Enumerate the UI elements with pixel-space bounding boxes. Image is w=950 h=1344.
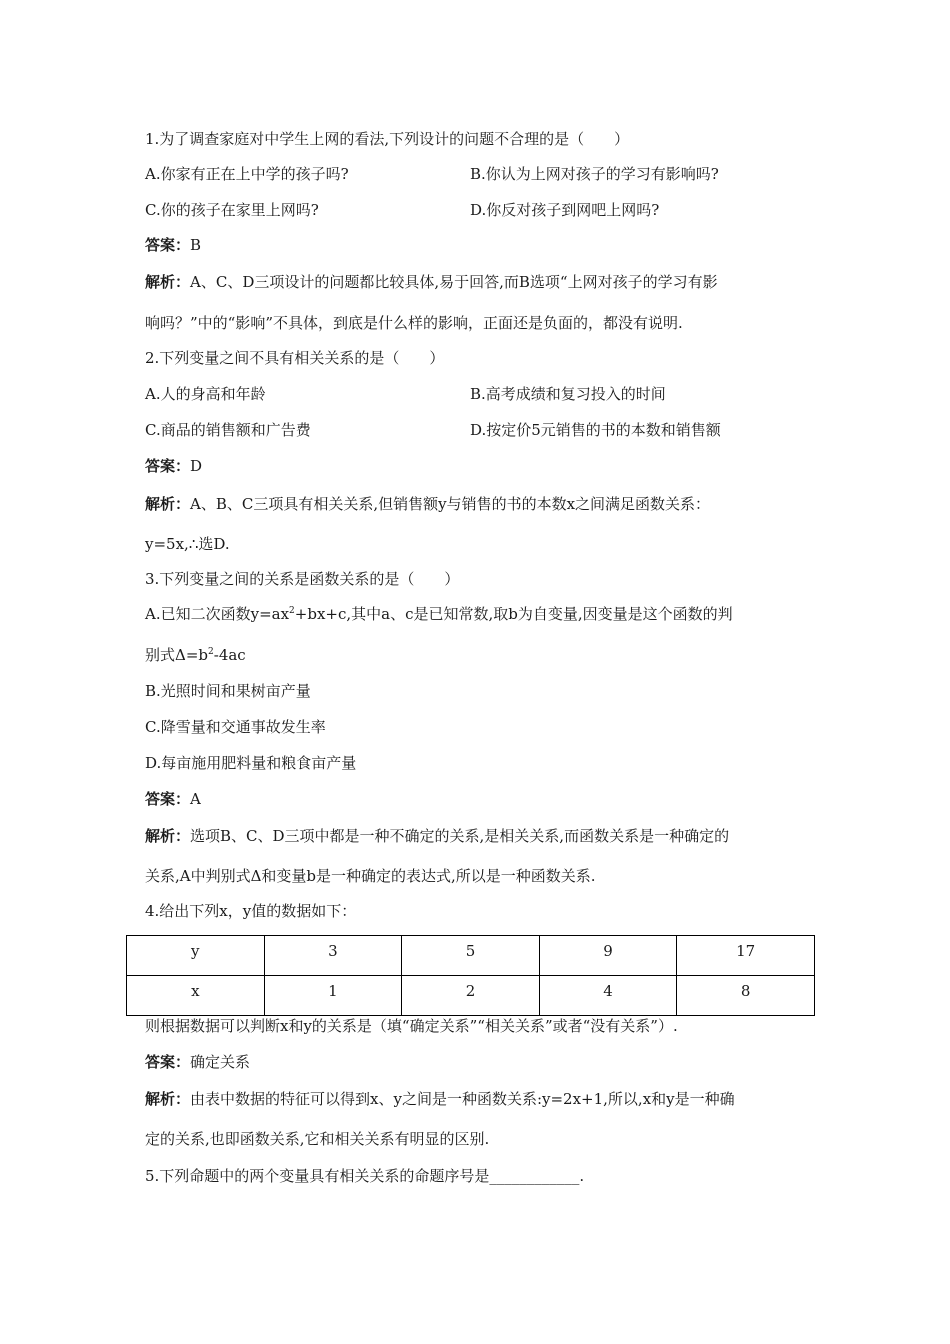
q3-answer (145, 789, 201, 809)
q3-option-a-line-2 (145, 645, 246, 665)
answer-label: 答案： (145, 1053, 191, 1071)
q1-option-a: A.你家有正在上中学的孩子吗? (145, 165, 349, 183)
table-cell: 2 (402, 976, 540, 1016)
table-cell: x (127, 976, 265, 1016)
option-a-text: -4ac (213, 646, 246, 664)
analysis-text: A、C、D三项设计的问题都比较具体,易于回答,而B选项“上网对孩子的学习有影 (190, 273, 718, 291)
q1-option-b: B.你认为上网对孩子的学习有影响吗? (470, 165, 719, 183)
table-cell: 17 (677, 936, 815, 976)
q3-analysis-line-1 (145, 826, 729, 846)
q1-option-d: D.你反对孩子到网吧上网吗? (470, 201, 660, 219)
q4-analysis-line-2: 定的关系,也即函数关系,它和相关关系有明显的区别. (145, 1130, 490, 1148)
q3-option-c: C.降雪量和交通事故发生率 (145, 718, 326, 736)
analysis-label: 解析： (145, 1090, 191, 1108)
q4-stem: 4.给出下列x，y值的数据如下： (145, 902, 357, 920)
q1-stem: 1.为了调查家庭对中学生上网的看法,下列设计的问题不合理的是（ ） (145, 130, 630, 148)
answer-value: 确定关系 (190, 1053, 251, 1071)
q2-analysis-line-2: y=5x,∴选D. (145, 535, 230, 553)
q5-stem: 5.下列命题中的两个变量具有相关关系的命题序号是____________. (145, 1167, 585, 1185)
answer-value: D (190, 457, 203, 475)
analysis-label: 解析： (145, 827, 191, 845)
q2-analysis-line-1 (145, 494, 710, 514)
table-cell: 5 (402, 936, 540, 976)
analysis-text: A、B、C三项具有相关关系,但销售额y与销售的书的本数x之间满足函数关系： (190, 495, 711, 513)
data-table (126, 935, 815, 1016)
option-a-text: A.已知二次函数y=ax (145, 605, 290, 623)
q1-answer (145, 235, 201, 255)
q3-option-b: B.光照时间和果树亩产量 (145, 682, 311, 700)
answer-label: 答案： (145, 790, 191, 808)
q3-analysis-line-2: 关系,A中判别式Δ和变量b是一种确定的表达式,所以是一种函数关系. (145, 867, 596, 885)
analysis-label: 解析： (145, 495, 191, 513)
q2-answer (145, 456, 202, 476)
q4-answer (145, 1052, 250, 1072)
option-a-text: +bx+c,其中a、c是已知常数,取b为自变量,因变量是这个函数的判 (294, 605, 733, 623)
analysis-text: 选项B、C、D三项中都是一种不确定的关系,是相关关系,而函数关系是一种确定的 (190, 827, 730, 845)
q1-option-c: C.你的孩子在家里上网吗? (145, 201, 319, 219)
answer-label: 答案： (145, 236, 191, 254)
table-cell: y (127, 936, 265, 976)
q2-option-d: D.按定价5元销售的书的本数和销售额 (470, 421, 721, 439)
q1-analysis-line-2: 响吗？”中的“影响”不具体，到底是什么样的影响，正面还是负面的，都没有说明. (145, 314, 683, 332)
table-cell: 1 (264, 976, 402, 1016)
q1-analysis-line-1 (145, 272, 718, 292)
superscript: 2 (208, 647, 214, 657)
analysis-label: 解析： (145, 273, 191, 291)
table-cell: 8 (677, 976, 815, 1016)
q2-option-c: C.商品的销售额和广告费 (145, 421, 311, 439)
q3-option-d: D.每亩施用肥料量和粮食亩产量 (145, 754, 357, 772)
q2-option-b: B.高考成绩和复习投入的时间 (470, 385, 666, 403)
answer-label: 答案： (145, 457, 191, 475)
table-row (127, 976, 815, 1016)
q3-stem: 3.下列变量之间的关系是函数关系的是（ ） (145, 570, 460, 588)
answer-value: B (190, 236, 202, 254)
q2-stem: 2.下列变量之间不具有相关关系的是（ ） (145, 349, 445, 367)
table-cell: 4 (539, 976, 677, 1016)
superscript: 2 (289, 606, 295, 616)
answer-value: A (190, 790, 201, 808)
q3-option-a-line-1 (145, 604, 733, 624)
table-cell: 3 (264, 936, 402, 976)
table-row (127, 936, 815, 976)
option-a-text: 别式Δ=b (145, 646, 209, 664)
q4-analysis-line-1 (145, 1089, 735, 1109)
q2-option-a: A.人的身高和年龄 (145, 385, 266, 403)
analysis-text: 由表中数据的特征可以得到x、y之间是一种函数关系:y=2x+1,所以,x和y是一种确 (190, 1090, 735, 1108)
q4-question: 则根据数据可以判断x和y的关系是（填“确定关系”“相关关系”或者“没有关系”）. (145, 1017, 678, 1035)
table-cell: 9 (539, 936, 677, 976)
